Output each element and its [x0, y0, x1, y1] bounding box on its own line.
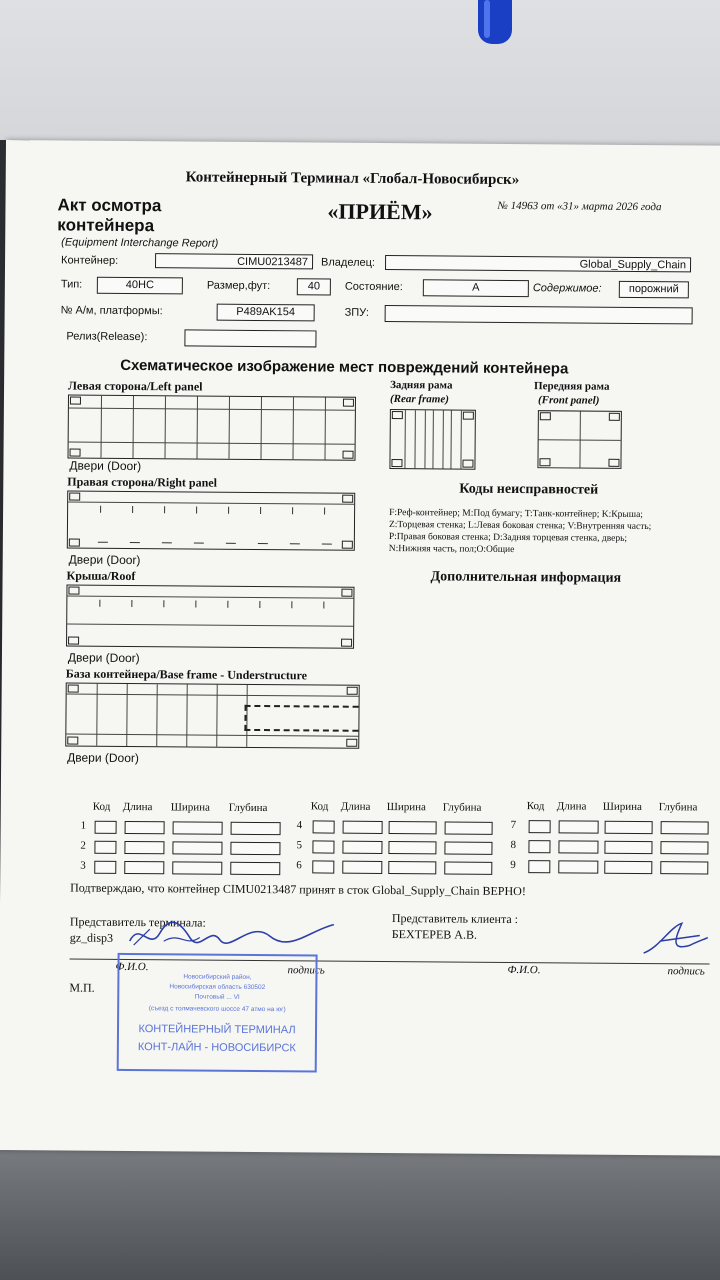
damage-input[interactable]: [172, 841, 222, 854]
left-panel-label: Левая сторона/Left panel: [68, 378, 203, 394]
stamp-line4: (съезд с толмачевского шоссе 47 атмо на юг): [148, 1005, 286, 1014]
damage-input[interactable]: [389, 821, 437, 834]
damage-input[interactable]: [230, 862, 280, 875]
vehicle-label: № А/м, платформы:: [60, 304, 163, 318]
damage-input[interactable]: [312, 840, 334, 853]
damage-header-length: Длина: [340, 800, 371, 813]
damage-input[interactable]: [388, 841, 436, 854]
right-panel-label: Правая сторона/Right panel: [67, 474, 218, 490]
content-label: Содержимое:: [532, 282, 602, 295]
damage-row-number: 1: [80, 819, 87, 832]
damage-header-depth: Глубина: [228, 801, 268, 815]
act-title-line2: контейнера: [57, 215, 155, 236]
damage-input[interactable]: [231, 822, 281, 835]
damage-input[interactable]: [94, 861, 116, 874]
damage-input[interactable]: [528, 860, 550, 873]
damage-row-number: 3: [80, 859, 86, 872]
damage-input[interactable]: [125, 821, 165, 834]
damage-input[interactable]: [313, 820, 335, 833]
roof-label: Крыша/Roof: [66, 568, 136, 584]
client-signature-label: подпись: [667, 965, 705, 978]
fault-codes-line4: N:Нижняя часть, пол;O:Общие: [388, 544, 515, 556]
damage-row-number: 6: [296, 859, 302, 872]
damage-input[interactable]: [444, 861, 492, 874]
damage-header-code: Код: [526, 800, 545, 813]
damage-input[interactable]: [660, 861, 708, 874]
damage-input[interactable]: [343, 821, 383, 834]
damage-input[interactable]: [124, 841, 164, 854]
roof-door-label: Двери (Door): [67, 650, 140, 666]
client-fio-label: Ф.И.О.: [507, 963, 541, 977]
damage-input[interactable]: [230, 842, 280, 855]
zpu-label: ЗПУ:: [344, 306, 370, 319]
act-title-line1: Акт осмотра: [57, 195, 162, 216]
damage-input[interactable]: [94, 841, 116, 854]
stamp-line2: Новосибирская область 630502: [169, 983, 266, 992]
report-type-title: «ПРИЁМ»: [327, 198, 433, 225]
damage-row-number: 9: [510, 858, 516, 872]
terminal-rep-label: Представитель терминала:: [69, 914, 206, 930]
size-label: Размер,фут:: [206, 279, 271, 293]
damage-input[interactable]: [312, 860, 334, 873]
state-field[interactable]: A: [423, 279, 529, 297]
terminal-signature-label: подпись: [287, 964, 325, 977]
terminal-rep-name: gz_disp3: [69, 930, 114, 945]
container-label: Контейнер:: [61, 254, 119, 267]
additional-info-title: Дополнительная информация: [430, 569, 622, 586]
terminal-title: Контейнерный Терминал «Глобал-Новосибирск»: [185, 169, 520, 189]
client-rep-name: БЕХТЕРЕВ А.В.: [391, 927, 478, 942]
confirmation-text: Подтверждаю, что контейнер CIMU0213487 принят в сток Global_Supply_Chain ВЕРНО!: [70, 880, 526, 899]
mp-label: М.П.: [69, 980, 95, 995]
base-frame-door-label: Двери (Door): [67, 750, 139, 766]
damage-input[interactable]: [605, 821, 653, 834]
client-signature-scribble: [640, 917, 710, 962]
terminal-fio-label: Ф.И.О.: [115, 960, 149, 974]
damage-header-depth: Глубина: [658, 801, 698, 814]
front-panel-label-en: (Front panel): [537, 394, 600, 407]
damage-input[interactable]: [445, 821, 493, 834]
fault-codes-line1: F:Реф-контейнер; M:Под бумагу; T:Танк-контейнер; K:Крыша;: [389, 508, 644, 521]
right-panel-door-label: Двери (Door): [68, 552, 141, 568]
left-panel-diagram[interactable]: [68, 394, 356, 460]
desk-background: [0, 0, 720, 160]
damage-row-number: 4: [296, 819, 303, 832]
act-subtitle: (Equipment Interchange Report): [61, 236, 219, 250]
content-field[interactable]: порожний: [619, 281, 689, 299]
damage-row-number: 2: [80, 839, 87, 852]
damage-header-length: Длина: [122, 800, 153, 814]
damage-input[interactable]: [528, 840, 550, 853]
damage-header-code: Код: [92, 800, 111, 813]
right-panel-diagram[interactable]: [67, 490, 355, 550]
damage-input[interactable]: [604, 841, 652, 854]
rear-frame-label: Задняя рама: [390, 379, 453, 392]
owner-label: Владелец:: [321, 256, 376, 269]
front-panel-diagram[interactable]: [537, 410, 621, 469]
release-field[interactable]: [184, 329, 316, 347]
report-number-date: № 14963 от «31» марта 2026 года: [497, 199, 662, 214]
left-panel-door-label: Двери (Door): [69, 458, 142, 474]
stamp-line3: Почтовый ... VI: [194, 993, 240, 1001]
roof-diagram[interactable]: [66, 584, 354, 648]
schematic-title: Схематическое изображение мест повреждений контейнера: [120, 356, 569, 378]
zpu-field[interactable]: [385, 305, 693, 324]
damage-input[interactable]: [342, 841, 382, 854]
damage-input[interactable]: [558, 860, 598, 873]
damage-input[interactable]: [342, 861, 382, 874]
damage-header-width: Ширина: [602, 800, 642, 814]
pen-highlight: [484, 0, 490, 38]
stamp-line6: КОНТ-ЛАЙН - НОВОСИБИРСК: [137, 1041, 296, 1055]
damage-input[interactable]: [604, 861, 652, 874]
vehicle-field[interactable]: P489AK154: [217, 304, 315, 322]
front-panel-label: Передняя рама: [534, 380, 610, 393]
stamp-line5: КОНТЕЙНЕРНЫЙ ТЕРМИНАЛ: [138, 1023, 296, 1037]
damage-input[interactable]: [559, 820, 599, 833]
damage-input[interactable]: [661, 821, 709, 834]
damage-header-length: Длина: [556, 800, 587, 813]
state-label: Состояние:: [344, 280, 403, 294]
eir-document: [0, 140, 720, 1156]
size-field[interactable]: 40: [297, 278, 331, 295]
desk-background-bottom: [0, 1140, 720, 1280]
damage-row-number: 7: [510, 818, 517, 832]
damage-row-number: 5: [296, 839, 303, 852]
fault-codes-line3: P:Правая боковая стенка; D:Задняя торцевая стенка, дверь;: [388, 532, 628, 544]
client-rep-label: Представитель клиента :: [391, 911, 519, 927]
container-field[interactable]: CIMU0213487: [155, 253, 313, 269]
rear-frame-label-en: (Rear frame): [389, 393, 449, 406]
damage-header-depth: Глубина: [442, 801, 482, 814]
owner-field[interactable]: Global_Supply_Chain: [385, 255, 691, 272]
base-frame-label: База контейнера/Base frame - Understructure: [65, 666, 308, 683]
stamp-line1: Новосибирский район,: [183, 973, 252, 981]
damage-input[interactable]: [529, 820, 551, 833]
type-label: Тип:: [60, 278, 83, 291]
fault-codes-title: Коды неисправностей: [459, 481, 599, 498]
damage-input[interactable]: [558, 840, 598, 853]
damage-row-number: 8: [510, 838, 517, 852]
damage-header-width: Ширина: [170, 801, 210, 814]
damage-input[interactable]: [173, 821, 223, 834]
fault-codes-line2: Z:Торцевая стенка; L:Левая боковая стенка; V:Внутренняя часть;: [388, 520, 652, 533]
release-label: Релиз(Release):: [66, 330, 148, 344]
damage-input[interactable]: [388, 861, 436, 874]
damage-input[interactable]: [172, 861, 222, 874]
type-field[interactable]: 40HC: [97, 277, 183, 295]
damage-input[interactable]: [444, 841, 492, 854]
base-frame-diagram[interactable]: [65, 682, 359, 748]
damage-input[interactable]: [124, 861, 164, 874]
damage-header-code: Код: [310, 800, 329, 813]
damage-input[interactable]: [660, 841, 708, 854]
rear-frame-diagram[interactable]: [389, 409, 475, 470]
damage-input[interactable]: [95, 821, 117, 834]
terminal-stamp: [117, 953, 318, 1073]
damage-header-width: Ширина: [386, 801, 426, 814]
